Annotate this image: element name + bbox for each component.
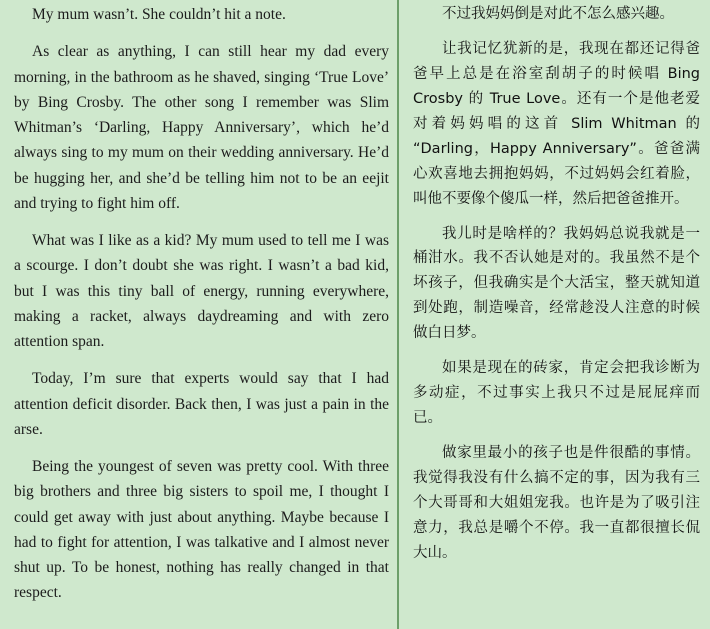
right-column-chinese-translation xyxy=(399,0,710,629)
paragraph: Being the youngest of seven was pretty cool. With three big brothers and three big sisters to spoil me, I thought I could get away with just about anything. Maybe because I had to fight for attention, I was talkative and I almost never shut up. To be honest, nothing has really changed in that respect. xyxy=(14,458,389,602)
paragraph: 不过我妈妈倒是对此不怎么感兴趣。 xyxy=(442,6,674,22)
paragraph: As clear as anything, I can still hear my dad every morning, in the bathroom as he shaved, singing ‘True Love’ by Bing Crosby. The other song I remember was Slim Whitman’s ‘Darling, Happy Anniversary’, which he’d always sing to my mum on their wedding anniversary. He’d be hugging her, and she’d be telling him not to be an eejit and trying to fight him off. xyxy=(14,43,389,212)
paragraph: 做家里最小的孩子也是件很酷的事情。我觉得我没有什么搞不定的事，因为我有三个大哥哥和大姐姐宠我。也许是为了吸引注意力，我总是嚼个不停。我一直都很擅长侃大山。 xyxy=(413,445,700,561)
paragraph: My mum wasn’t. She couldn’t hit a note. xyxy=(32,6,286,23)
paragraph: 让我记忆犹新的是，我现在都还记得爸爸早上总是在浴室刮胡子的时候唱 Bing Crosby 的 True Love。还有一个是他老爱对着妈妈唱的这首 Slim Whitman 的 “Darling，Happy Anniversary”。爸爸满心欢喜地去拥抱妈妈，不过妈妈会红着脸，叫他不要像个傻瓜一样，然后把爸爸推开。 xyxy=(413,40,700,207)
paragraph: Today, I’m sure that experts would say that I had attention deficit disorder. Back then, I was just a pain in the arse. xyxy=(14,370,389,438)
paragraph: 如果是现在的砖家，肯定会把我诊断为多动症，不过事实上我只不过是屁屁痒而已。 xyxy=(413,360,700,427)
paragraph: 我儿时是啥样的？我妈妈总说我就是一桶泔水。我不否认她是对的。我虽然不是个坏孩子，但我确实是个大活宝，整天就知道到处跑，制造噪音，经常趁没人注意的时候做白日梦。 xyxy=(413,225,700,342)
paragraph: What was I like as a kid? My mum used to tell me I was a scourge. I don’t doubt she was right. I wasn’t a bad kid, but I was this tiny ball of energy, running everywhere, making a racket, always daydreaming and with zero attention span. xyxy=(14,232,389,350)
